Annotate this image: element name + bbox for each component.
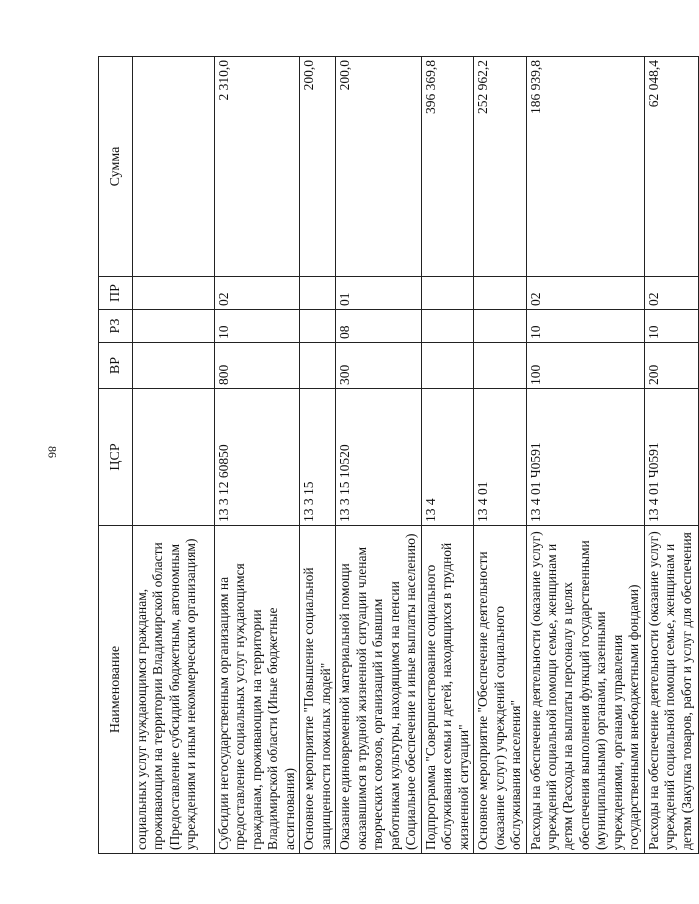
row-sum: 396 369,8 bbox=[421, 57, 473, 277]
row-sum: 2 310,0 bbox=[215, 57, 300, 277]
row-vr: 300 bbox=[336, 343, 421, 389]
row-rz: 10 bbox=[526, 310, 644, 343]
row-name: Основное мероприятие "Повышение социальной защищенности пожилых людей" bbox=[300, 526, 336, 854]
table-row bbox=[133, 57, 215, 854]
table-row bbox=[421, 57, 473, 854]
row-sum bbox=[133, 57, 215, 277]
row-csr: 13 4 01 bbox=[474, 389, 526, 526]
row-sum: 200,0 bbox=[336, 57, 421, 277]
row-sum: 252 962,2 bbox=[474, 57, 526, 277]
row-name: социальных услуг нуждающимся гражданам, проживающим на территории Владимирской области (Предоставление субсидий бюджетным, автономным учреждениям и иным некоммерческим организациям) bbox=[133, 526, 215, 854]
row-pr: 01 bbox=[336, 277, 421, 310]
row-vr: 800 bbox=[215, 343, 300, 389]
row-name: Подпрограмма "Совершенствование социального обслуживания семьи и детей, находящихся в трудной жизненной ситуации" bbox=[421, 526, 473, 854]
row-sum: 62 048,4 bbox=[644, 57, 698, 277]
row-rz bbox=[300, 310, 336, 343]
row-name: Расходы на обеспечение деятельности (оказание услуг) учреждений социальной помощи семье, женщинам и детям (Закупка товаров, работ и услуг для обеспечения bbox=[644, 526, 698, 854]
row-rz: 10 bbox=[215, 310, 300, 343]
row-pr bbox=[300, 277, 336, 310]
header-pr: ПР bbox=[99, 277, 133, 310]
row-rz bbox=[421, 310, 473, 343]
budget-table bbox=[98, 56, 699, 854]
header-rz: РЗ bbox=[99, 310, 133, 343]
table-row bbox=[300, 57, 336, 854]
row-name: Основное мероприятие "Обеспечение деятельности (оказание услуг) учреждений социального обслуживания населения" bbox=[474, 526, 526, 854]
row-csr: 13 4 01 Ч0591 bbox=[526, 389, 644, 526]
table-row bbox=[474, 57, 526, 854]
table-row bbox=[336, 57, 421, 854]
header-csr: ЦСР bbox=[99, 389, 133, 526]
row-vr bbox=[300, 343, 336, 389]
row-name: Расходы на обеспечение деятельности (оказание услуг) учреждений социальной помощи семье, женщинам и детям (Расходы на выплаты персоналу в целях обеспечения выполнения функций государственными (муниципальными) органами, казенными учреждениями, органами управления государственными внебюджетными фондами) bbox=[526, 526, 644, 854]
row-pr bbox=[133, 277, 215, 310]
row-name: Оказание единовременной материальной помощи оказавшимся в трудной жизненной ситуации членам творческих союзов, организаций и бывшим работникам культуры, находящимся на пенсии (Социальное обеспечение и иные выплаты населению) bbox=[336, 526, 421, 854]
row-csr: 13 3 12 60850 bbox=[215, 389, 300, 526]
row-vr bbox=[421, 343, 473, 389]
row-rz bbox=[474, 310, 526, 343]
row-pr bbox=[474, 277, 526, 310]
table-header-row bbox=[99, 57, 133, 854]
row-rz: 10 bbox=[644, 310, 698, 343]
page-number: 86 bbox=[45, 446, 60, 458]
row-sum: 186 939,8 bbox=[526, 57, 644, 277]
row-csr: 13 3 15 10520 bbox=[336, 389, 421, 526]
table-row bbox=[644, 57, 698, 854]
row-pr: 02 bbox=[644, 277, 698, 310]
header-sum: Сумма bbox=[99, 57, 133, 277]
header-vr: ВР bbox=[99, 343, 133, 389]
row-vr bbox=[474, 343, 526, 389]
table-row bbox=[215, 57, 300, 854]
row-csr bbox=[133, 389, 215, 526]
row-vr bbox=[133, 343, 215, 389]
row-rz bbox=[133, 310, 215, 343]
header-name: Наименование bbox=[99, 526, 133, 854]
row-csr: 13 4 01 Ч0591 bbox=[644, 389, 698, 526]
row-vr: 100 bbox=[526, 343, 644, 389]
row-pr: 02 bbox=[215, 277, 300, 310]
row-csr: 13 3 15 bbox=[300, 389, 336, 526]
row-pr: 02 bbox=[526, 277, 644, 310]
row-csr: 13 4 bbox=[421, 389, 473, 526]
row-pr bbox=[421, 277, 473, 310]
row-vr: 200 bbox=[644, 343, 698, 389]
table-row bbox=[526, 57, 644, 854]
row-name: Субсидии негосударственным организациям на предоставление социальных услуг нуждающимся гражданам, проживающим на территории Владимирской области (Иные бюджетные ассигнования) bbox=[215, 526, 300, 854]
row-sum: 200,0 bbox=[300, 57, 336, 277]
row-rz: 08 bbox=[336, 310, 421, 343]
